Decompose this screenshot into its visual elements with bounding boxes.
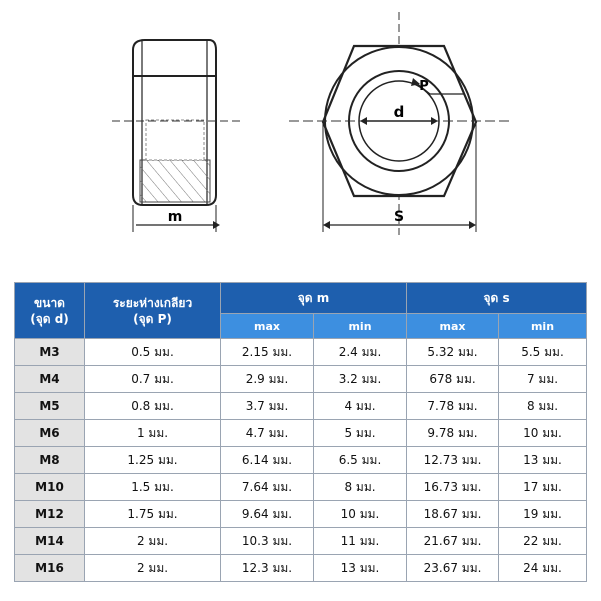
header-size-line1: ขนาด (34, 295, 65, 310)
cell-pitch: 1.25 มม. (85, 447, 221, 474)
header-pitch (85, 283, 221, 339)
cell-s-max: 678 มม. (407, 366, 499, 393)
cell-m-min: 5 มม. (314, 420, 407, 447)
cell-s-max: 21.67 มม. (407, 528, 499, 555)
cell-size: M14 (15, 528, 85, 555)
cell-s-max: 18.67 มม. (407, 501, 499, 528)
header-pitch-line1: ระยะห่างเกลียว (112, 295, 193, 310)
cell-m-max: 2.15 มม. (221, 339, 314, 366)
table-row (15, 528, 587, 555)
header-m-min: min (314, 314, 407, 339)
cell-s-min: 7 มม. (499, 366, 587, 393)
cell-pitch: 2 มม. (85, 528, 221, 555)
cell-s-max: 7.78 มม. (407, 393, 499, 420)
cell-m-min: 2.4 มม. (314, 339, 407, 366)
cell-m-min: 13 มม. (314, 555, 407, 582)
cell-m-min: 10 มม. (314, 501, 407, 528)
cell-pitch: 0.5 มม. (85, 339, 221, 366)
header-s-min: min (499, 314, 587, 339)
table-row (15, 339, 587, 366)
nut-drawing (0, 0, 601, 270)
header-m-max: max (221, 314, 314, 339)
cell-s-max: 5.32 มม. (407, 339, 499, 366)
cell-pitch: 1 มม. (85, 420, 221, 447)
header-s-max: max (407, 314, 499, 339)
label-m: m (167, 209, 183, 225)
table-row (15, 366, 587, 393)
header-size-line2: (จุด d) (30, 311, 69, 326)
cell-m-max: 12.3 มม. (221, 555, 314, 582)
cell-s-max: 16.73 มม. (407, 474, 499, 501)
header-s-group: จุด s (407, 283, 587, 314)
side-view (112, 40, 240, 232)
cell-s-min: 13 มม. (499, 447, 587, 474)
cell-m-max: 10.3 มม. (221, 528, 314, 555)
header-size (15, 283, 85, 339)
cell-s-max: 9.78 มม. (407, 420, 499, 447)
cell-m-max: 3.7 มม. (221, 393, 314, 420)
cell-s-min: 5.5 มม. (499, 339, 587, 366)
header-m-group: จุด m (221, 283, 407, 314)
cell-size: M8 (15, 447, 85, 474)
cell-m-max: 4.7 มม. (221, 420, 314, 447)
header-row (15, 283, 587, 314)
label-s: S (393, 209, 405, 225)
front-view (289, 12, 510, 235)
table-row (15, 555, 587, 582)
cell-m-min: 6.5 มม. (314, 447, 407, 474)
cell-m-max: 6.14 มม. (221, 447, 314, 474)
cell-pitch: 1.5 มม. (85, 474, 221, 501)
cell-size: M5 (15, 393, 85, 420)
table-row (15, 501, 587, 528)
cell-s-min: 10 มม. (499, 420, 587, 447)
cell-m-min: 11 มม. (314, 528, 407, 555)
cell-s-min: 17 มม. (499, 474, 587, 501)
cell-m-min: 3.2 มม. (314, 366, 407, 393)
cell-size: M4 (15, 366, 85, 393)
cell-m-max: 7.64 มม. (221, 474, 314, 501)
table-row (15, 393, 587, 420)
cell-size: M3 (15, 339, 85, 366)
cell-pitch: 2 มม. (85, 555, 221, 582)
table-row (15, 447, 587, 474)
cell-pitch: 1.75 มม. (85, 501, 221, 528)
table-row (15, 474, 587, 501)
cell-pitch: 0.7 มม. (85, 366, 221, 393)
cell-size: M16 (15, 555, 85, 582)
cell-s-min: 24 มม. (499, 555, 587, 582)
cell-s-min: 22 มม. (499, 528, 587, 555)
cell-m-min: 4 มม. (314, 393, 407, 420)
cell-m-min: 8 มม. (314, 474, 407, 501)
table-row (15, 420, 587, 447)
cell-size: M12 (15, 501, 85, 528)
cell-m-max: 9.64 มม. (221, 501, 314, 528)
nut-spec-table (14, 282, 587, 582)
cell-s-min: 19 มม. (499, 501, 587, 528)
header-pitch-line2: (จุด P) (133, 311, 172, 326)
cell-size: M10 (15, 474, 85, 501)
cell-pitch: 0.8 มม. (85, 393, 221, 420)
cell-m-max: 2.9 มม. (221, 366, 314, 393)
label-d: d (393, 103, 405, 121)
cell-size: M6 (15, 420, 85, 447)
cell-s-max: 12.73 มม. (407, 447, 499, 474)
cell-s-max: 23.67 มม. (407, 555, 499, 582)
label-p: P (419, 79, 429, 94)
cell-s-min: 8 มม. (499, 393, 587, 420)
